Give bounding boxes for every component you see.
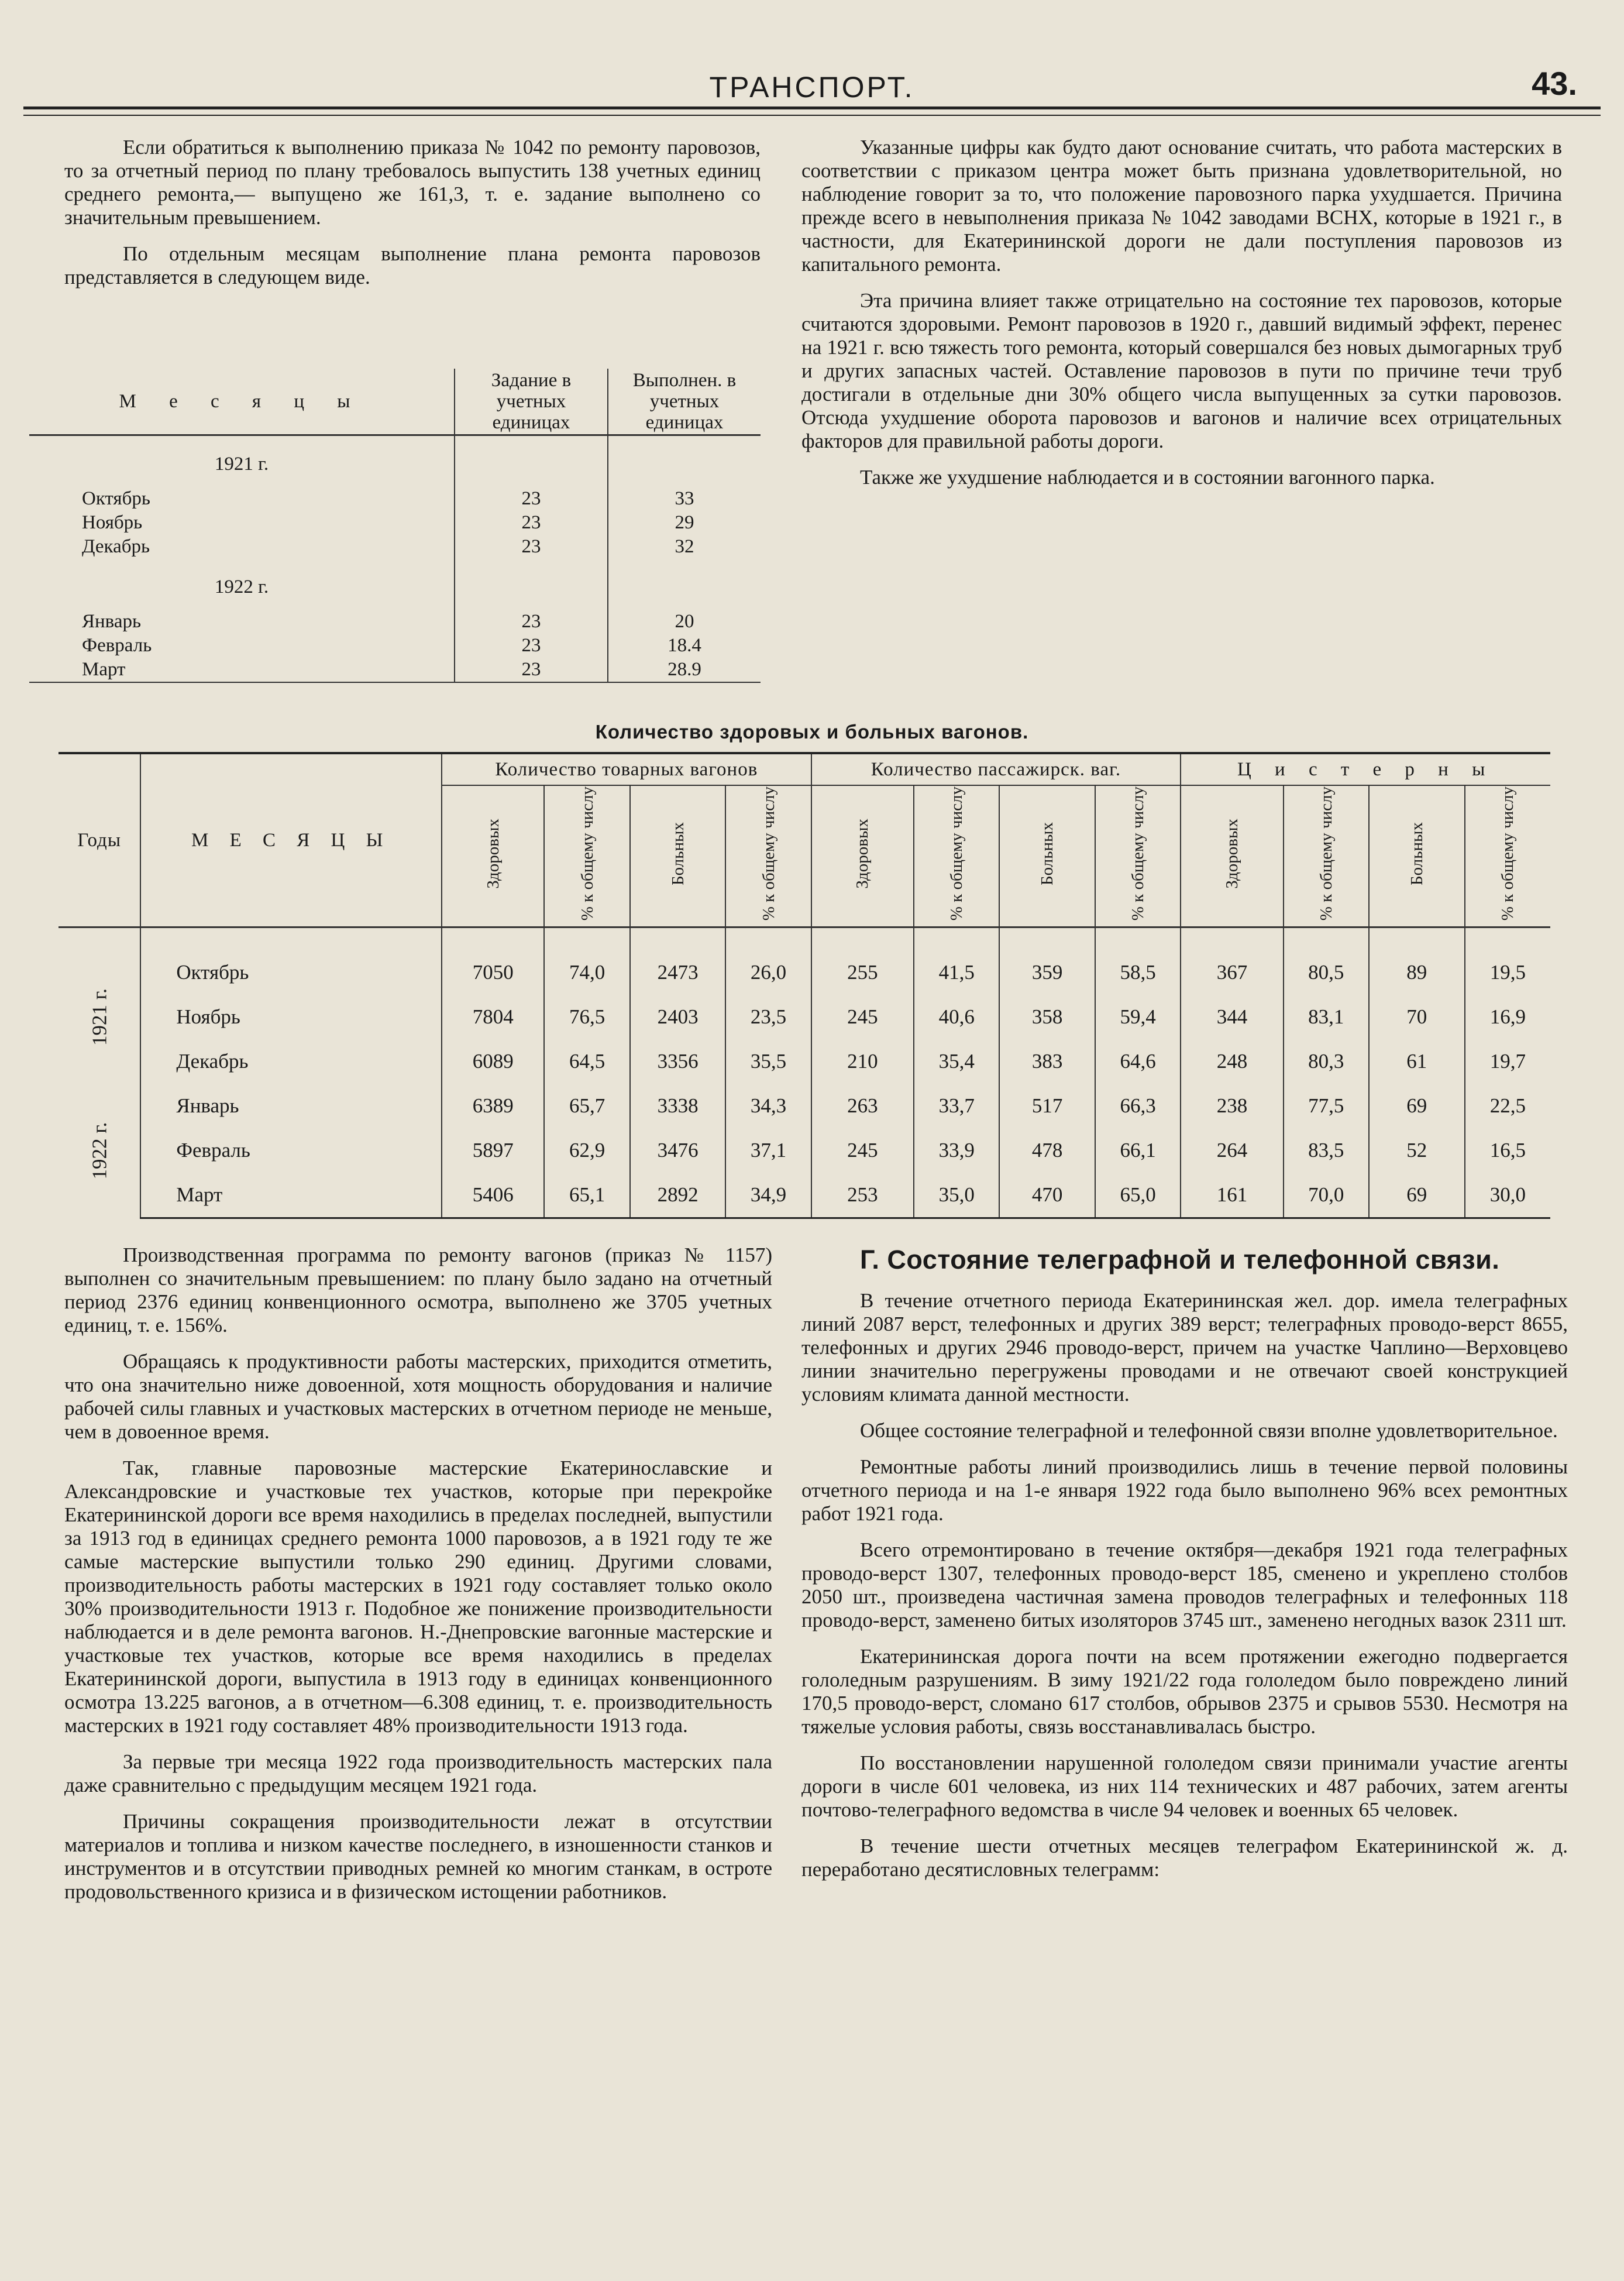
subheader-healthy: Здоровых [853,818,872,889]
right-column-bottom [801,1243,1568,1894]
subheader-healthy: Здоровых [483,818,503,889]
header-passenger: Количество пассажирск. ваг. [811,753,1181,785]
subheader-percent: % к общему числу [577,786,597,921]
paragraph: В течение шести отчетных месяцев телеграфом Екатерининской ж. д. переработано десятисловных телеграмм: [801,1835,1568,1881]
paragraph: Причины сокращения производительности лежат в отсутствии материалов и топлива и низком качестве последнего, в изношенности станков и инструментов и в отсутствии приводных ремней ко многим станкам, в остроте продовольственного кризиса и в физическом истощении работников. [64,1810,772,1903]
header-rule [23,107,1601,109]
year-label: 1921 г. [88,988,111,1046]
paragraph: Обращаясь к продуктивности работы мастерских, приходится отметить, что она значительно ниже довоенной, хотя мощность оборудования и наличие рабочей силы главных и участковых мастерских в отчетном периоде не меньше, чем в довоенное время. [64,1350,772,1443]
paragraph: Общее состояние телеграфной и телефонной связи вполне удовлетворительное. [860,1419,1558,1442]
header-tanks: Ц и с т е р н ы [1181,753,1550,785]
table-header-done: Выполнен. в учетных единицах [608,369,761,435]
paragraph: По восстановлении нарушенной гололедом связи принимали участие агенты дороги в числе 601 человека, из них 114 технических и 487 рабочих, затем агенты почтово-телеграфного ведомства в числе 94 человек и военных 65 человек. [801,1751,1568,1821]
wagons-table [59,752,1550,1219]
paragraph: Так, главные паровозные мастерские Екатеринославские и Александровские и участковые тех участков, которые при перекройке Екатерининской дороги все время находились в пределах последней, выпустили за 1913 год в единицах среднего ремонта 1000 паровозов, а в 1921 году те же самые мастерские выпустили только 290 единиц. Другими словами, производительность работы мастерских в 1921 году составляет только около 30% производительности 1913 г. Подобное же понижение производительности наблюдается и в деле ремонта вагонов. Н.-Днепровские вагонные мастерские и участковые тех участков, которые все время находились в пределах Екатерининской дороги, выпустила в 1913 году в единицах конвенционного осмотра 13.225 вагонов, а в отчетном—6.308 единиц, т. е. производительность мастерских в 1921 году составляет 48% производительности 1913 года. [64,1456,772,1737]
table-row: Октябрь 23 33 [29,487,761,511]
subheader-percent: % к общему числу [1316,786,1336,921]
paragraph: Всего отремонтировано в течение октября—декабря 1921 года телеграфных проводо-верст 1307, телефонных проводо-верст 185, сменено и укреплено столбов 2050 шт., произведена частичная замена проводов телеграфных и телефонных 118 проводо-верст, заменено битых изоляторов 3745 шт., заменено негодных вазок 2311 шт. [801,1538,1568,1631]
table-row: 1921 г. Октябрь 7050 74,0 2473 26,0 255 41,5 359 58,5 367 80,5 89 19,5 [59,950,1550,995]
paragraph: За первые три месяца 1922 года производительность мастерских пала даже сравнительно с предыдущим месяцем 1921 года. [64,1750,772,1796]
subheader-healthy: Здоровых [1222,818,1241,889]
journal-title: ТРАНСПОРТ. [709,71,915,104]
table-header-task: Задание в учетных единицах [455,369,608,435]
year-label: 1922 г. [214,576,269,597]
table-row: Февраль 23 18.4 [29,634,761,658]
table-row: Ноябрь 7804 76,5 2403 23,5 245 40,6 358 59,4 344 83,1 70 16,9 [59,995,1550,1039]
paragraph: Также же ухудшение наблюдается и в состоянии вагонного парка. [860,466,1435,489]
header-rule-thin [23,115,1601,116]
page-number: 43. [1532,65,1577,102]
header-freight: Количество товарных вагонов [442,753,811,785]
paragraph: В течение отчетного периода Екатерининская жел. дор. имела телеграфных линий 2087 верст, телефонных и других 389 верст; телеграфных проводо-верст 8655, телефонных и других 2946 проводо-верст, причем на участке Чаплино—Верховцево линии значительно перегружены проводами и не отвечают своей конструкцией условиям климата данной местности. [801,1289,1568,1406]
subheader-sick: Больных [1038,822,1057,885]
locomotive-repair-table [29,369,761,683]
wagons-table-caption: Количество здоровых и больных вагонов. [595,721,1029,743]
subheader-percent: % к общему числу [759,786,778,921]
paragraph: Екатерининская дорога почти на всем протяжении ежегодно подвергается гололедным разрушениям. В зиму 1921/22 года гололедом было повреждено линий 170,5 проводо-верст, сломано 617 столбов, обрывов 2375 и срывов 5530. Несмотря на тяжелые условия работы, связь восстанавливалась быстро. [801,1645,1568,1738]
right-column-top [801,136,1562,502]
paragraph: Если обратиться к выполнению приказа № 1042 по ремонту паровозов, то за отчетный период по плану требовалось выпустить 138 учетных единиц среднего ремонта,— выпущено же 161,3, т. е. задание выполнено со значительным превышением. [64,136,761,229]
subheader-sick: Больных [668,822,687,885]
header-years: Годы [59,753,140,927]
table-row: Декабрь 6089 64,5 3356 35,5 210 35,4 383 64,6 248 80,3 61 19,7 [59,1039,1550,1084]
page-header [23,59,1601,123]
year-label: 1922 г. [88,1122,111,1180]
header-months: М Е С Я Ц Ы [140,753,442,927]
subheader-percent: % к общему числу [1498,786,1518,921]
paragraph: По отдельным месяцам выполнение плана ремонта паровозов представляется в следующем виде. [64,242,761,288]
subheader-percent: % к общему числу [1128,786,1148,921]
left-column-bottom [64,1243,772,1916]
table-row: Январь 23 20 [29,610,761,634]
paragraph: Эта причина влияет также отрицательно на состояние тех паровозов, которые считаются здоровыми. Ремонт паровозов в 1920 г., давший видимый эффект, перенес на 1921 г. всю тяжесть того ремонта, который совершался без новых дымогарных труб и других запасных частей. Оставление паровозов в пути по причине течи труб достигали в отдельные дни 30% общего числа выпущенных за сутки паровозов. Отсюда ухудшение оборота паровозов и вагонов и наличие всех отрицательных факторов для правильной работы дороги. [801,289,1562,452]
left-column-top [64,136,761,302]
table-row: Март 5406 65,1 2892 34,9 253 35,0 470 65,0 161 70,0 69 30,0 [59,1173,1550,1218]
paragraph: Ремонтные работы линий производились лишь в течение первой половины отчетного периода и на 1-е января 1922 года было выполнено 96% всех ремонтных работ 1921 года. [801,1455,1568,1525]
table-row: Декабрь 23 32 [29,535,761,559]
table-row: Февраль 5897 62,9 3476 37,1 245 33,9 478 66,1 264 83,5 52 16,5 [59,1128,1550,1173]
paragraph: Указанные цифры как будто дают основание считать, что работа мастерских в соответствии с приказом центра может быть признана удовлетворительной, но наблюдение говорит за то, что положение паровозного парка ухудшается. Причина прежде всего в невыполнения приказа № 1042 заводами ВСНХ, которые в 1921 г., в частности, для Екатерининской дороги не дали поступления паровозов из капитального ремонта. [801,136,1562,276]
table-row: Март 23 28.9 [29,658,761,682]
paragraph: Производственная программа по ремонту вагонов (приказ № 1157) выполнен со значительным превышением: по плану было задано на отчетный период 2376 единиц конвенционного осмотра, выполнено же 3705 учетных единиц, т. е. 156%. [64,1243,772,1337]
subheader-percent: % к общему числу [947,786,966,921]
subheader-sick: Больных [1407,822,1426,885]
section-heading: Г. Состояние телеграфной и телефонной связи. [860,1245,1500,1275]
table-header-months: М е с я ц ы [29,369,455,435]
year-label: 1921 г. [214,454,269,475]
table-row: 1922 г. Январь 6389 65,7 3338 34,3 263 33,7 517 66,3 238 77,5 69 22,5 [59,1084,1550,1128]
table-row: Ноябрь 23 29 [29,511,761,535]
